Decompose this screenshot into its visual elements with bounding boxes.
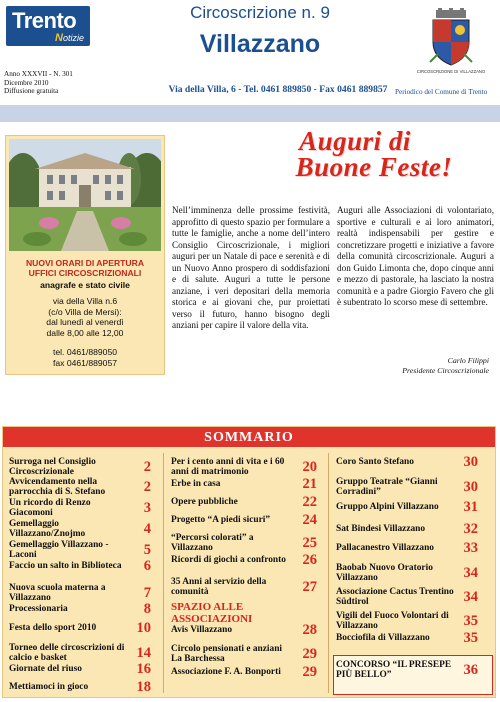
toc-entry [336,499,490,515]
toc-divider [163,453,164,693]
crest-caption: CIRCOSCRIZIONE DI VILLAZZANO [416,69,486,74]
toc-entry-title: Surroga nel Consiglio Circoscrizionale [9,457,96,478]
toc-entry-page: 2 [143,459,151,476]
toc-entry-title: Circolo pensionati e anziani La Barchessa [171,644,283,665]
toc-entry-title: Opere pubbliche [171,497,238,507]
toc-entry-page: 3 [143,500,151,517]
toc-entry-title: Avvicendamento nella parrocchia di S. Stefano [9,477,106,498]
toc-entry [171,577,322,598]
logo-sub-text: Notizie [55,32,84,44]
toc-entry [336,454,490,470]
toc-entry [171,494,322,510]
toc-entry-page: 33 [463,540,478,556]
toc-entry-page: 5 [143,542,151,559]
toc-entry [171,622,322,638]
toc-entry-title: Vigili del Fuoco Volontari di Villazzano [336,611,449,632]
toc-entry [336,630,490,646]
toc-entry-title: Faccio un salto in Biblioteca [9,561,122,571]
toc-entry [171,476,322,492]
greetings-signature: Carlo Filippi Presidente Circoscrizionale [402,356,489,375]
toc-entry-page: 32 [463,521,478,537]
toc-entry-title: Associazione F. A. Bonporti [171,667,281,677]
toc-entry-page: 29 [302,664,317,680]
toc-entry-title: Mettiamoci in gioco [9,682,89,692]
opening-hours-details: via della Villa n.6 (c/o Villa de Mersi): dal lunedì al venerdì dalle 8,00 alle 12,00 tel. 0461/889050 fax 0461/889057 [46,296,124,368]
toc-entry-title: SPAZIO ALLE ASSOCIAZIONI [171,601,253,625]
toc-entry-page: 22 [302,494,317,510]
toc-entry [9,477,159,498]
toc-entry-page: 34 [463,565,478,582]
toc-entry [336,563,490,584]
greetings-column-1: Nell’imminenza delle prossime festività, approfitto di questo spazio per formulare a tutte le famiglie, anche a nome dell’intero Consiglio Circoscrizionale, i migliori auguri per un Natale di pace e serenità e di un Nuovo Anno prospero di soddisfazioni e di salute. Auguri a tutte le persone anziane, i veri depositari della memoria storica e ai giovani che, pur proiettati verso il futuro, hanno bisogno degli anziani per capire il valore della vita. [172,205,330,330]
toc-entry-page: 6 [143,558,151,574]
toc-entry-page: 26 [302,552,317,568]
toc-entry [336,587,490,608]
toc-header [3,427,495,447]
toc-entry-title: 35 Anni al servizio della comunità [171,577,267,598]
toc-entry-page: 21 [302,476,317,492]
masthead-address: Via della Villa, 6 - Tel. 0461 889850 - Fax 0461 889857 [168,84,388,95]
toc-entry-page: 25 [302,535,317,552]
toc-entry [171,457,322,478]
toc-entry-title: Ricordi di giochi a confronto [171,555,286,565]
toc-entry [9,457,159,478]
issue-distribution: Diffusione gratuita [4,87,59,96]
toc-entry [9,540,159,561]
toc-entry-title: Nuova scuola materna a Villazzano [9,583,106,604]
toc-divider [328,453,329,693]
toc-entry-page: 4 [143,521,151,538]
greetings-column-2: Auguri alle Associazioni di volontariato, sportive e culturali e ai loro animatori, realtà indispensabili per gestire e concretizzare progetti e iniziative a favore della comunità circoscrizionale. Auguri a don Guido Limonta che, dopo cinque anni e mezzo di pastorale, ha lasciato la nostra comunità e a padre Giorgio Favero che gli è subentrato lo scorso mese di settembre. [337,205,494,307]
toc-entry [9,601,159,617]
toc-entry-title: Gemellaggio Villazzano - Laconi [9,540,109,561]
toc-entry-title: Festa dello sport 2010 [9,623,97,633]
toc-entry-page: 24 [302,512,317,528]
toc-entry-title: Per i cento anni di vita e i 60 anni di matrimonio [171,457,285,478]
toc-entry-title: Baobab Nuovo Oratorio Villazzano [336,563,433,584]
toc-entry [9,661,159,677]
periodico-label: Periodico del Comune di Trento [395,88,488,96]
toc-entry-page: 2 [143,479,151,496]
toc-entry-title: Bocciofila di Villazzano [336,633,430,643]
toc-entry [9,620,159,636]
issue-date: Dicembre 2010 [4,78,49,87]
toc-entry [171,552,322,568]
toc-entry-page: 8 [143,601,151,617]
toc-entry-title: “Percorsi colorati” a Villazzano [171,533,254,554]
logo-main-text: Trento [12,8,77,33]
toc-heading: SOMMARIO [204,430,294,445]
toc-entry [9,679,159,695]
toc-entry-page: 35 [463,630,478,646]
greetings-headline: Auguri di Buone Feste! [295,126,453,182]
toc-entry-title: Gruppo Teatrale “Gianni Corradini” [336,477,438,498]
trento-notizie-logo [6,6,90,46]
table-of-contents [2,426,496,698]
toc-entry-title: CONCORSO “IL PRESEPE PIÙ BELLO” [336,660,452,681]
toc-entry [9,519,159,540]
toc-entry-page: 27 [302,579,317,596]
toc-entry-page: 16 [136,661,151,677]
toc-entry-title: Avis Villazzano [171,625,233,635]
toc-entry-title: Giornate del riuso [9,664,82,674]
toc-entry [171,664,322,680]
toc-entry-title: Erbe in casa [171,479,221,489]
toc-entry-title: Un ricordo di Renzo Giacomoni [9,498,91,519]
toc-entry-title: Gruppo Alpini Villazzano [336,502,439,512]
toc-entry-title: Associazione Cactus Trentino Südtirol [336,587,454,608]
opening-hours-subtitle: anagrafe e stato civile [40,280,130,290]
issue-number: Anno XXXVII - N. 301 [4,70,73,78]
toc-entry-title: Pallacanestro Villazzano [336,543,434,553]
opening-hours-box [5,135,165,375]
toc-entry-page: 7 [143,585,151,602]
toc-entry-title: Gemellaggio Villazzano/Znojmo [9,519,86,540]
toc-entry [336,660,490,681]
toc-entry-page: 14 [136,645,151,662]
villa-photo [9,139,161,251]
toc-entry-page: 30 [463,454,478,470]
toc-entry-page: 35 [463,613,478,630]
coat-of-arms-icon [428,8,474,66]
toc-entry-page: 29 [302,646,317,663]
toc-entry-title: Progetto “A piedi sicuri” [171,515,271,525]
issue-info [4,70,73,96]
toc-entry [336,477,490,498]
toc-entry-title: Torneo delle circoscrizioni di calcio e basket [9,643,125,664]
toc-entry-page: 28 [302,622,317,638]
toc-entry [9,583,159,604]
toc-entry-title: Coro Santo Stefano [336,457,414,467]
circoscrizione-label: Circoscrizione n. 9 [190,3,330,22]
toc-entry [171,512,322,528]
toc-entry [336,611,490,632]
masthead-title: Villazzano [199,30,321,58]
toc-entry [9,498,159,519]
toc-entry-page: 10 [136,620,151,636]
toc-entry-page: 30 [463,479,478,496]
toc-entry [336,540,490,556]
toc-entry-page: 34 [463,589,478,606]
toc-entry-page: 18 [136,679,151,695]
toc-entry-page: 31 [463,499,478,515]
toc-entry [171,602,322,625]
header-band [0,105,500,122]
toc-entry-title: Processionaria [9,604,68,614]
toc-entry-page: 36 [463,662,478,679]
toc-entry [171,644,322,665]
toc-entry-page: 20 [302,459,317,476]
toc-entry [336,521,490,537]
toc-entry-title: Sat Bindesi Villazzano [336,524,426,534]
toc-entry [171,533,322,554]
opening-hours-title: NUOVI ORARI DI APERTURA UFFICI CIRCOSCRIZIONALI [25,258,145,278]
toc-entry [9,558,159,574]
